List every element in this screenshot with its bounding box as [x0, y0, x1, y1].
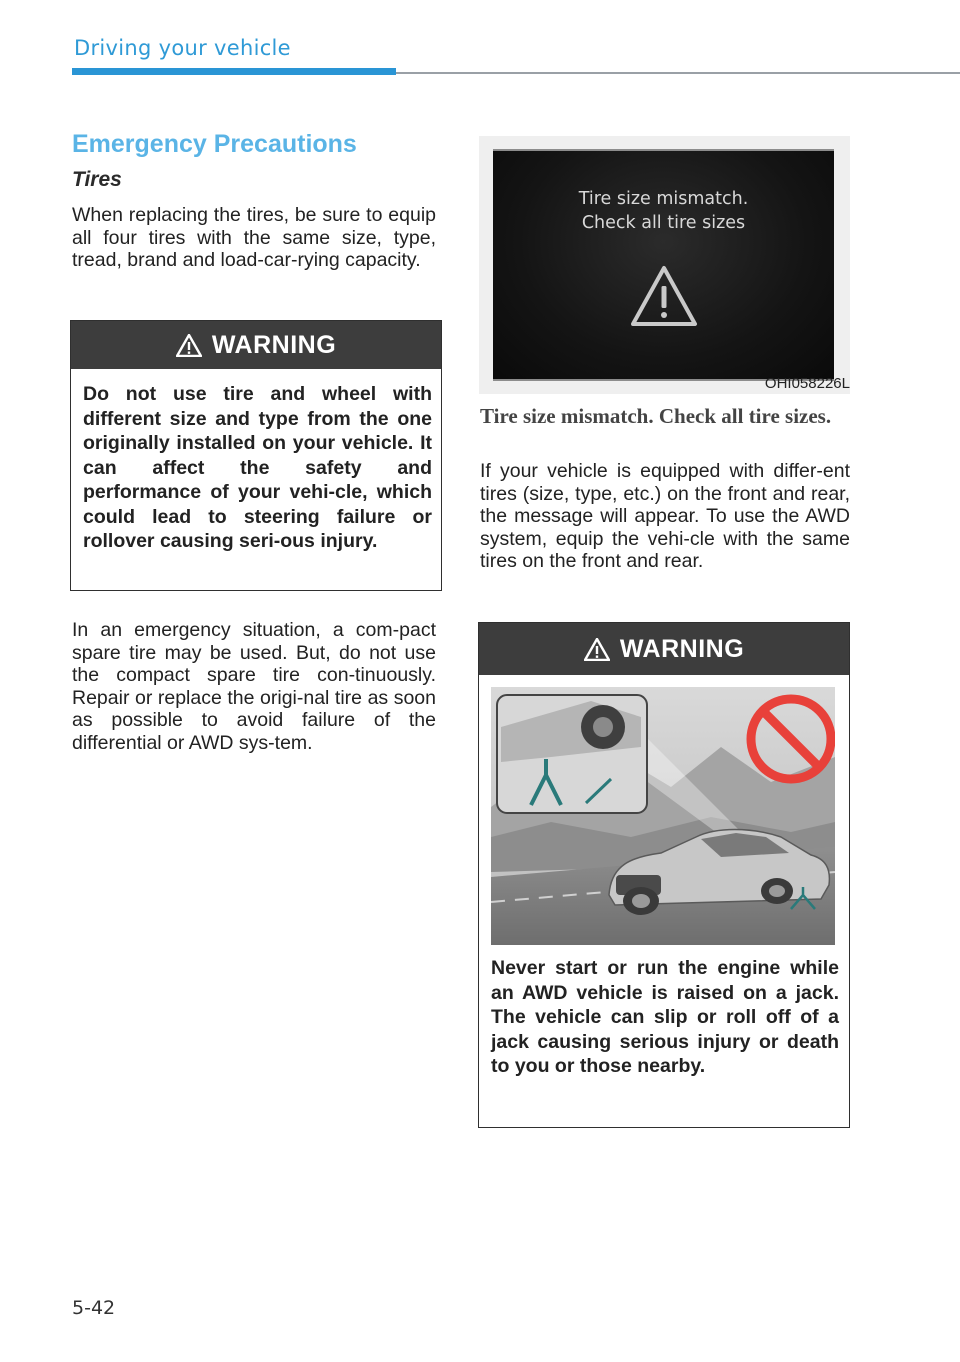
header-rule — [396, 72, 960, 74]
subheading: Tires — [72, 168, 122, 191]
warning-label: WARNING — [619, 634, 745, 663]
page-number: 5-42 — [72, 1297, 116, 1319]
warning-text: Never start or run the engine while an AWD vehicle is raised on a jack. The vehicle can slip or roll off of a jack causing serious injury or death to you or those nearby. — [491, 957, 839, 1077]
warning-text: Do not use tire and wheel with different size and type from the one originally installed on your vehicle. It can affect the safety and performance of your vehi-cle, which could lead to steering failure or rollover causing seri-ous injury. — [83, 383, 432, 552]
jacked-car-illustration — [491, 687, 835, 945]
section-title: Driving your vehicle — [74, 36, 291, 60]
paragraph-tires: When replacing the tires, be sure to equip all four tires with the same size, type, tread, brand and load-car-rying capacity. — [72, 204, 436, 271]
warning-header — [71, 321, 441, 369]
screen-message-line1: Tire size mismatch. — [578, 189, 749, 209]
paragraph-mismatch: If your vehicle is equipped with differ-ent tires (size, type, etc.) on the front and rear, the message will appear. To use the AWD system, equip the vehi-cle with the same tires on the front and rear. — [480, 460, 850, 572]
warning-box-tire-size — [70, 320, 442, 591]
warning-label: WARNING — [211, 330, 337, 359]
paragraph-spare-tire: In an emergency situation, a com-pact spare tire may be used. But, do not use the compact spare tire con-tinuously. Repair or replace the origi-nal tire as soon as possible to avoid failure of the differential or AWD sys-tem. — [72, 619, 436, 754]
warning-box-awd-jack — [478, 622, 850, 1128]
screen-message-line2: Check all tire sizes — [581, 213, 746, 233]
figure-code: OHI058226L — [764, 375, 850, 392]
header-accent-bar — [72, 68, 396, 75]
warning-triangle-icon — [629, 264, 699, 328]
car-on-jack-image — [491, 687, 835, 945]
figure-caption: Tire size mismatch. Check all tire sizes. — [480, 404, 832, 428]
cluster-screen — [493, 149, 834, 381]
warning-triangle-icon — [176, 334, 202, 357]
warning-header — [479, 623, 849, 675]
warning-triangle-icon — [584, 638, 610, 661]
cluster-display-figure — [479, 136, 850, 394]
page-heading: Emergency Precautions — [72, 130, 357, 158]
